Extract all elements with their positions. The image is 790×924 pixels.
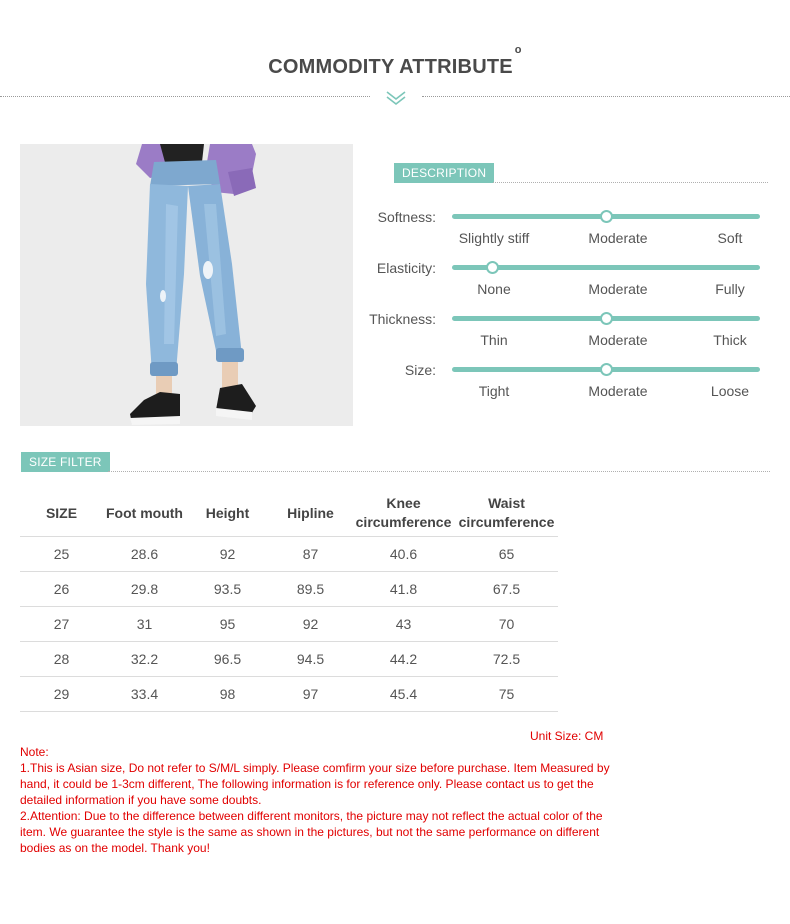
size-table-cell: 96.5: [186, 642, 269, 677]
attribute-scale-word: None: [477, 281, 511, 297]
attribute-scale-word: Tight: [478, 383, 510, 399]
size-table-cell: 65: [455, 537, 558, 572]
attribute-level-marker: [600, 312, 613, 325]
note-line-1: 1.This is Asian size, Do not refer to S/M/L simply. Please comfirm your size before purchase. Item Measured by hand, it could be 1-3cm different, The following information is for reference only. Please contact us to get the detailed information if you have some doubts.: [20, 761, 610, 807]
header-divider-left: [0, 96, 370, 97]
note-line-2: 2.Attention: Due to the difference between different monitors, the picture may not reflect the actual color of the item. We guarantee the style is the same as shown in the pictures, but not the same performance on different bodies as on the model. Thank you!: [20, 809, 603, 855]
size-table-cell: 40.6: [352, 537, 455, 572]
table-row: [20, 572, 558, 607]
size-table-cell: 95: [186, 607, 269, 642]
attribute-scale-word: Soft: [717, 230, 743, 246]
size-table-header-cell: Waist circumference: [458, 495, 555, 530]
degree-mark: o: [514, 44, 522, 56]
table-row: [20, 607, 558, 642]
attribute-scale-word: Moderate: [588, 281, 648, 297]
size-table: [20, 490, 558, 712]
size-table-cell: 33.4: [103, 677, 186, 712]
size-table-cell: 98: [186, 677, 269, 712]
description-divider: [493, 182, 768, 183]
attribute-level-marker: [600, 210, 613, 223]
attribute-scale-word: Thin: [480, 332, 508, 348]
attribute-label: Size:: [404, 362, 436, 378]
size-table-cell: 93.5: [186, 572, 269, 607]
size-table-cell: 32.2: [103, 642, 186, 677]
size-table-cell: 26: [20, 572, 103, 607]
attribute-level-marker: [600, 363, 613, 376]
attribute-scale-word: Slightly stiff: [458, 230, 530, 246]
attribute-scale-word: Loose: [710, 383, 750, 399]
attribute-level-marker: [486, 261, 499, 274]
size-table-cell: 28: [20, 642, 103, 677]
size-table-body: [20, 537, 558, 712]
size-table-cell: 29.8: [103, 572, 186, 607]
size-table-cell: 67.5: [455, 572, 558, 607]
size-table-cell: 94.5: [269, 642, 352, 677]
size-table-header-cell: Foot mouth: [106, 504, 183, 521]
size-table-cell: 29: [20, 677, 103, 712]
page-title: [0, 44, 790, 79]
size-table-cell: 72.5: [455, 642, 558, 677]
attribute-label: Elasticity:: [376, 260, 436, 276]
attribute-scale-word: Moderate: [588, 230, 648, 246]
size-table-header-cell: Hipline: [287, 504, 334, 521]
size-filter-divider: [108, 471, 770, 472]
size-table-cell: 45.4: [352, 677, 455, 712]
size-table-cell: 92: [269, 607, 352, 642]
size-table-cell: 43: [352, 607, 455, 642]
size-table-cell: 31: [103, 607, 186, 642]
note-title: Note:: [20, 745, 49, 759]
table-row: [20, 537, 558, 572]
size-table-cell: 27: [20, 607, 103, 642]
description-tag: DESCRIPTION: [394, 163, 494, 183]
size-table-cell: 41.8: [352, 572, 455, 607]
attribute-scale-word: Moderate: [588, 332, 648, 348]
attribute-scale-word: Fully: [715, 281, 745, 297]
product-photo: [20, 144, 353, 426]
attribute-scale-word: Moderate: [588, 383, 648, 399]
size-note: [20, 744, 610, 856]
size-filter-tag: SIZE FILTER: [21, 452, 110, 472]
model-illustration: [20, 144, 353, 426]
attribute-label: Thickness:: [369, 311, 436, 327]
size-table-cell: 44.2: [352, 642, 455, 677]
size-table-cell: 70: [455, 607, 558, 642]
table-row: [20, 642, 558, 677]
size-table-cell: 87: [269, 537, 352, 572]
size-table-cell: 92: [186, 537, 269, 572]
size-table-cell: 75: [455, 677, 558, 712]
size-table-cell: 25: [20, 537, 103, 572]
size-table-header-cell: SIZE: [45, 504, 78, 521]
size-table-header: [20, 490, 558, 537]
attribute-scale-word: Thick: [713, 332, 747, 348]
table-row: [20, 677, 558, 712]
size-table-cell: 89.5: [269, 572, 352, 607]
attribute-label: Softness:: [377, 209, 436, 225]
size-table-header-cell: Height: [205, 504, 250, 521]
size-table-cell: 97: [269, 677, 352, 712]
unit-size-label: Unit Size: CM: [530, 729, 604, 743]
size-table-cell: 28.6: [103, 537, 186, 572]
double-chevron-down-icon: [384, 88, 408, 108]
size-table-header-cell: Knee circumference: [355, 495, 452, 530]
header-divider-right: [422, 96, 790, 97]
page-title-text: COMMODITY ATTRIBUTE: [268, 56, 513, 78]
